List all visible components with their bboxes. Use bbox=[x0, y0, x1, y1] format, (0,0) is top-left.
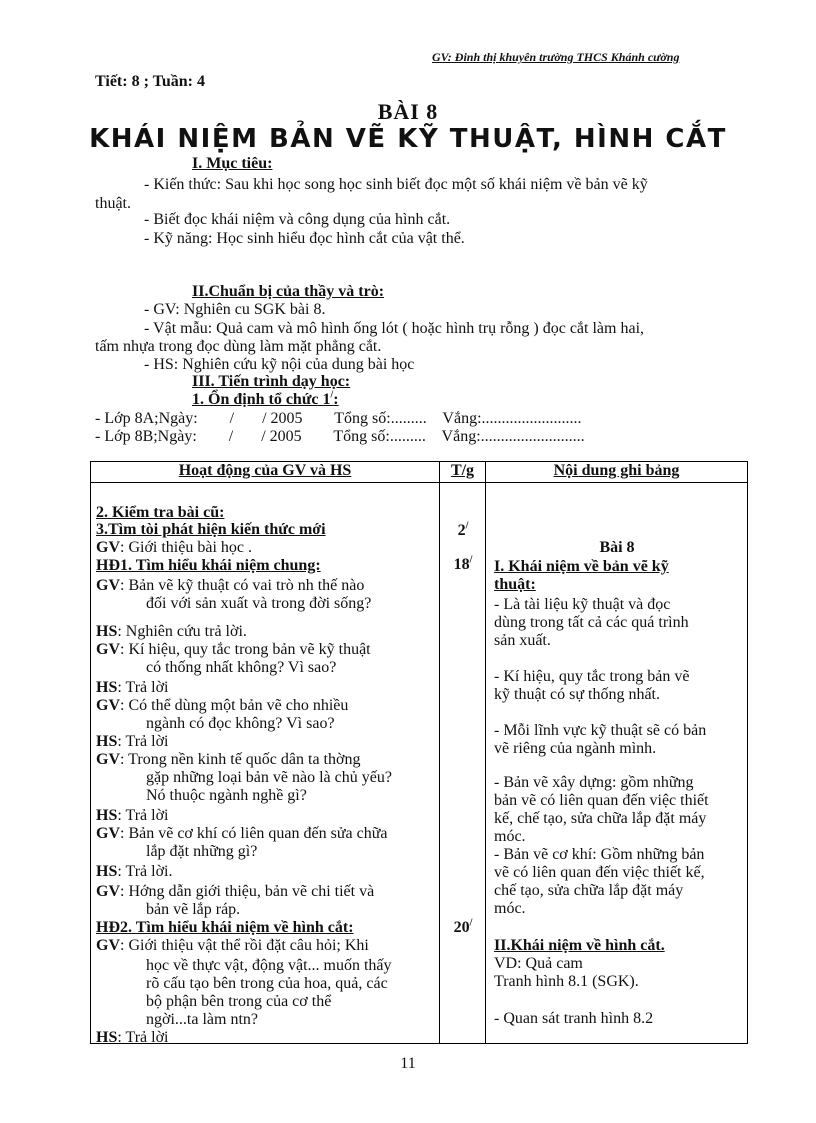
col3-line: vẽ có liên quan đến việc thiết kế, bbox=[494, 864, 705, 881]
section-preparation-heading: II.Chuẩn bị của thầy và trò: bbox=[192, 283, 385, 300]
class-8b-attendance: - Lớp 8B;Ngày: / / 2005 Tổng số:......... Vắng:.......................... bbox=[95, 428, 585, 445]
col1-line: GV: Hớng dẫn giới thiệu, bản vẽ chi tiết và bbox=[96, 883, 375, 900]
col3-line: kỹ thuật có sự thống nhất. bbox=[494, 686, 660, 703]
speaker-label: HS bbox=[96, 623, 118, 640]
col1-line: HS: Trả lời. bbox=[96, 863, 173, 880]
speaker-label: GV bbox=[96, 825, 120, 842]
prep-materials: - Vật mẫu: Quả cam và mô hình ống lót ( hoặc hình trụ rỗng ) đọc cắt làm hai, bbox=[144, 320, 645, 337]
lesson-number: BÀI 8 bbox=[377, 99, 439, 124]
col1-line: bộ phận bên trong của cơ thể bbox=[146, 993, 332, 1010]
section-process-heading: III. Tiến trình dạy học: bbox=[192, 373, 351, 390]
col3-line: - Kí hiệu, quy tắc trong bản vẽ bbox=[494, 668, 690, 685]
col1-line: HS: Nghiên cứu trả lời. bbox=[96, 623, 247, 640]
speaker-label: HS bbox=[96, 807, 118, 824]
col3-line: VD: Quả cam bbox=[494, 955, 583, 972]
col1-line: ngời...ta làm ntn? bbox=[146, 1011, 258, 1028]
col1-line: Nó thuộc ngành nghề gì? bbox=[146, 787, 307, 804]
lesson-title: KHÁI NIỆM BẢN VẼ KỸ THUẬT, HÌNH CẮT bbox=[89, 124, 727, 154]
activities-column bbox=[91, 483, 439, 1046]
speaker-label: GV bbox=[96, 577, 120, 594]
col1-line: GV: Giới thiệu vật thể rồi đặt câu hỏi; Khi bbox=[96, 937, 369, 954]
col1-line: bản vẽ lắp ráp. bbox=[146, 901, 241, 918]
duration-value: 20/ bbox=[453, 917, 473, 936]
col1-line: 3.Tìm tòi phát hiện kiến thức mới bbox=[96, 521, 326, 538]
col3-line: kế, chế tạo, sửa chữa lắp đặt máy bbox=[494, 810, 707, 827]
objective-knowledge-cont: thuật. bbox=[95, 195, 131, 212]
duration-value: 18/ bbox=[453, 554, 473, 573]
col3-line: móc. bbox=[494, 828, 526, 845]
prep-students: - HS: Nghiên cứu kỹ nội của dung bài học bbox=[144, 356, 415, 373]
speaker-label: HS bbox=[96, 733, 118, 750]
col1-line: GV: Giới thiệu bài học . bbox=[96, 539, 252, 556]
col3-line: Bài 8 bbox=[599, 539, 635, 556]
col1-line: GV: Có thể dùng một bản vẽ cho nhiều bbox=[96, 697, 349, 714]
col3-line: vẽ riêng của ngành mình. bbox=[494, 740, 657, 757]
stabilize-class-heading: 1. Ổn định tổ chức 1/: bbox=[192, 389, 339, 408]
col-header-time: T/g bbox=[440, 462, 486, 483]
col3-line: II.Khái niệm về hình cắt. bbox=[494, 937, 665, 954]
col1-line: lắp đặt những gì? bbox=[146, 843, 258, 860]
col3-line: Tranh hình 8.1 (SGK). bbox=[494, 973, 639, 990]
page-number: 11 bbox=[400, 1055, 416, 1072]
speaker-label: GV bbox=[96, 751, 120, 768]
col1-line: HS: Trả lời bbox=[96, 733, 169, 750]
board-content-column bbox=[486, 483, 747, 1043]
author-header: GV: Đinh thị khuyên trường THCS Khánh cường bbox=[432, 50, 680, 64]
col1-line: GV: Bản vẽ kỹ thuật có vai trò nh thế nào bbox=[96, 577, 365, 594]
col3-line: dùng trong tất cả các quá trình bbox=[494, 614, 689, 631]
col3-line: - Quan sát tranh hình 8.2 bbox=[494, 1010, 654, 1027]
col1-line: học về thực vật, động vật... muốn thấy bbox=[146, 957, 392, 974]
speaker-label: HS bbox=[96, 863, 118, 880]
col3-line: - Bản vẽ cơ khí: Gồm những bản bbox=[494, 846, 705, 863]
speaker-label: HS bbox=[96, 679, 118, 696]
col1-line: HĐ2. Tìm hiểu khái niệm về hình cắt: bbox=[96, 919, 354, 936]
col3-line: - Là tài liệu kỹ thuật và đọc bbox=[494, 596, 671, 613]
col3-line: - Bản vẽ xây dựng: gồm những bbox=[494, 774, 694, 791]
col-header-activities: Hoạt động của GV và HS bbox=[91, 462, 440, 483]
col1-line: HĐ1. Tìm hiểu khái niệm chung: bbox=[96, 557, 321, 574]
lesson-activity-table bbox=[90, 461, 748, 1044]
col1-line: rõ cấu tạo bên trong của hoa, quả, các bbox=[146, 975, 388, 992]
col1-line: GV: Trong nền kinh tế quốc dân ta thờng bbox=[96, 751, 361, 768]
class-8a-attendance: - Lớp 8A;Ngày: / / 2005 Tổng số:......... Vắng:......................... bbox=[95, 410, 582, 427]
col3-line: thuật: bbox=[494, 576, 536, 593]
col1-line: 2. Kiểm tra bài cũ: bbox=[96, 504, 225, 521]
col3-line: chế tạo, sửa chữa lắp đặt máy bbox=[494, 882, 684, 899]
speaker-label: HS bbox=[96, 1029, 118, 1046]
objective-skill: - Kỹ năng: Học sinh hiểu đọc hình cắt của vật thể. bbox=[144, 230, 465, 247]
col1-line: HS: Trả lời bbox=[96, 1029, 169, 1046]
speaker-label: GV bbox=[96, 641, 120, 658]
col1-line: gặp những loại bản vẽ nào là chủ yếu? bbox=[146, 769, 392, 786]
col1-line: ngành có đọc không? Vì sao? bbox=[146, 715, 335, 732]
col3-line: I. Khái niệm về bản vẽ kỹ bbox=[494, 558, 669, 575]
objective-knowledge: - Kiến thức: Sau khi học song học sinh biết đọc một số khái niệm về bản vẽ kỹ bbox=[144, 176, 648, 193]
speaker-label: GV bbox=[96, 697, 120, 714]
time-column bbox=[440, 483, 485, 1043]
objective-section-view: - Biết đọc khái niệm và công dụng của hình cắt. bbox=[144, 211, 451, 228]
col1-line: có thống nhất không? Vì sao? bbox=[146, 659, 337, 676]
prep-teacher: - GV: Nghiên cu SGK bài 8. bbox=[144, 301, 326, 318]
speaker-label: GV bbox=[96, 539, 120, 556]
col1-line: GV: Kí hiệu, quy tắc trong bản vẽ kỹ thuật bbox=[96, 641, 371, 658]
col1-line: GV: Bản vẽ cơ khí có liên quan đến sửa chữa bbox=[96, 825, 388, 842]
prep-materials-cont: tấm nhựa trong đọc dùng làm mặt phẳng cắt. bbox=[95, 338, 382, 355]
speaker-label: GV bbox=[96, 937, 120, 954]
col3-line: sản xuất. bbox=[494, 632, 551, 649]
col3-line: bản vẽ có liên quan đến việc thiết bbox=[494, 792, 709, 809]
section-objectives-heading: I. Mục tiêu: bbox=[192, 155, 273, 172]
duration-value: 2/ bbox=[457, 520, 469, 539]
col3-line: - Mỗi lĩnh vực kỹ thuật sẽ có bản bbox=[494, 722, 707, 739]
lesson-period-week: Tiết: 8 ; Tuần: 4 bbox=[95, 73, 205, 90]
col1-line: HS: Trả lời bbox=[96, 807, 169, 824]
col1-line: HS: Trả lời bbox=[96, 679, 169, 696]
col-header-board-content: Nội dung ghi bảng bbox=[486, 462, 748, 483]
col1-line: đối với sản xuất và trong đời sống? bbox=[146, 595, 372, 612]
speaker-label: GV bbox=[96, 883, 120, 900]
col3-line: móc. bbox=[494, 900, 526, 917]
